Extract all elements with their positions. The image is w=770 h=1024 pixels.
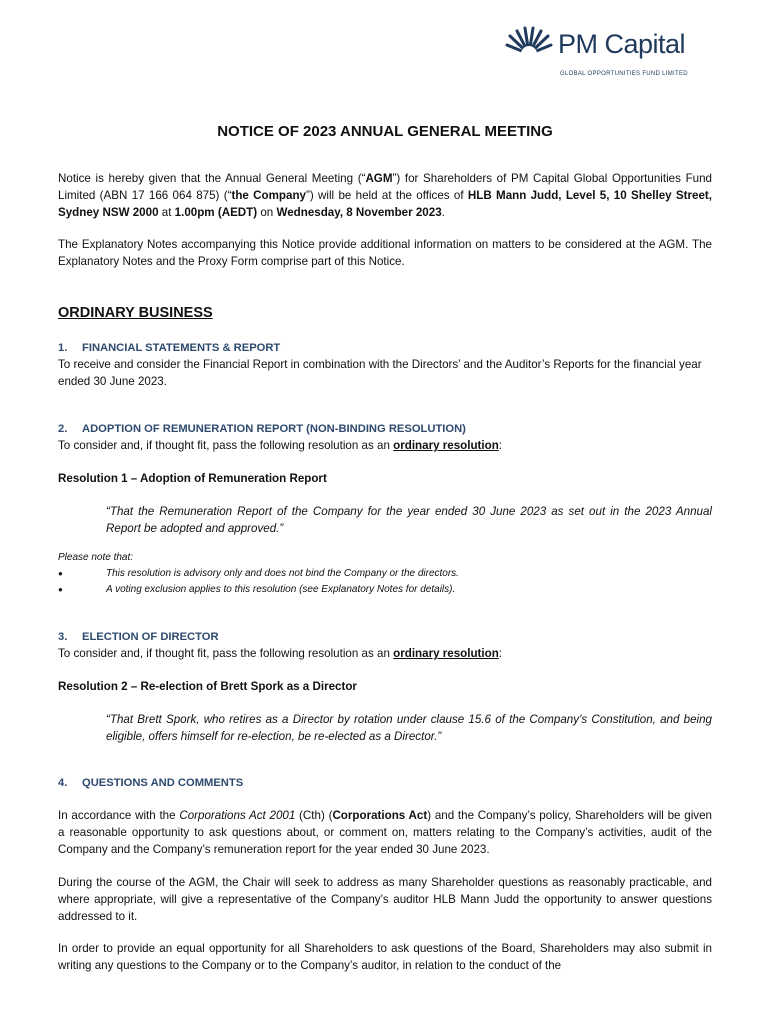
item-1-text: To receive and consider the Financial Report in combination with the Directors’ and the Auditor’s Reports for the financial year ended 30 June 2023. xyxy=(58,358,702,388)
please-note-label: Please note that: xyxy=(58,552,134,563)
item-4-heading: 4. QUESTIONS AND COMMENTS xyxy=(58,777,244,789)
intro-paragraph-1: Notice is hereby given that the Annual General Meeting (“AGM”) for Shareholders of PM Capital Global Opportunities Fund Limited (ABN 17 166 064 875) (“the Company”) will be held at the offices of HLB Mann Judd, Level 5, 10 Shelley Street, Sydney NSW 2000 at 1.00pm (AEDT) on Wednesday, 8 November 2023. xyxy=(58,172,712,219)
page-title: NOTICE OF 2023 ANNUAL GENERAL MEETING xyxy=(217,123,553,140)
resolution-2-quote: “That Brett Spork, who retires as a Director by rotation under clause 15.6 of the Company’s Constitution, and being eligible, offers himself for re-election, be re-elected as a Director.” xyxy=(106,713,712,743)
note-bullet-2: A voting exclusion applies to this resolution (see Explanatory Notes for details). xyxy=(106,584,456,595)
item-4-paragraph-3: In order to provide an equal opportunity for all Shareholders to ask questions of the Board, Shareholders may also submit in writing any questions to the Company or to the Company’s auditor, in relation to the conduct of the xyxy=(58,942,712,972)
logo-subtitle: GLOBAL OPPORTUNITIES FUND LIMITED xyxy=(560,71,688,77)
resolution-2-title: Resolution 2 – Re-election of Brett Spork as a Director xyxy=(58,680,357,693)
logo-brand: PM Capital xyxy=(558,29,686,59)
resolution-1-title: Resolution 1 – Adoption of Remuneration Report xyxy=(58,472,327,485)
note-bullet-1: This resolution is advisory only and does not bind the Company or the directors. xyxy=(106,568,459,579)
item-4-paragraph-1: In accordance with the Corporations Act 2001 (Cth) (Corporations Act) and the Company’s policy, Shareholders will be given a reasonable opportunity to ask questions about, or comment on, matters relating to the Company’s activities, audit of the Company and the Company’s remuneration report for the year ended 30 June 2023. xyxy=(58,809,712,856)
bullet-icon: ● xyxy=(58,585,63,594)
item-3-heading: 3. ELECTION OF DIRECTOR xyxy=(58,631,219,643)
item-3-intro: To consider and, if thought fit, pass the following resolution as an ordinary resolution: xyxy=(58,647,503,660)
item-1-heading: 1. FINANCIAL STATEMENTS & REPORT xyxy=(58,342,281,354)
item-4-paragraph-2: During the course of the AGM, the Chair will seek to address as many Shareholder questions as reasonably practicable, and where appropriate, will give a representative of the Company’s auditor HLB Mann Judd the opportunity to answer questions addressed to it. xyxy=(58,876,712,923)
item-2-heading: 2. ADOPTION OF REMUNERATION REPORT (NON-BINDING RESOLUTION) xyxy=(58,423,466,435)
ordinary-business-heading: ORDINARY BUSINESS xyxy=(58,305,213,321)
intro-paragraph-2: The Explanatory Notes accompanying this Notice provide additional information on matters to be considered at the AGM. The Explanatory Notes and the Proxy Form comprise part of this Notice. xyxy=(58,238,712,268)
item-2-intro: To consider and, if thought fit, pass the following resolution as an ordinary resolution: xyxy=(58,439,503,452)
pm-capital-logo xyxy=(504,22,714,82)
bullet-icon: ● xyxy=(58,569,63,578)
pm-capital-logo-mark-icon xyxy=(504,24,554,70)
resolution-1-quote: “That the Remuneration Report of the Company for the year ended 30 June 2023 as set out in the 2023 Annual Report be adopted and approved.” xyxy=(106,505,712,535)
